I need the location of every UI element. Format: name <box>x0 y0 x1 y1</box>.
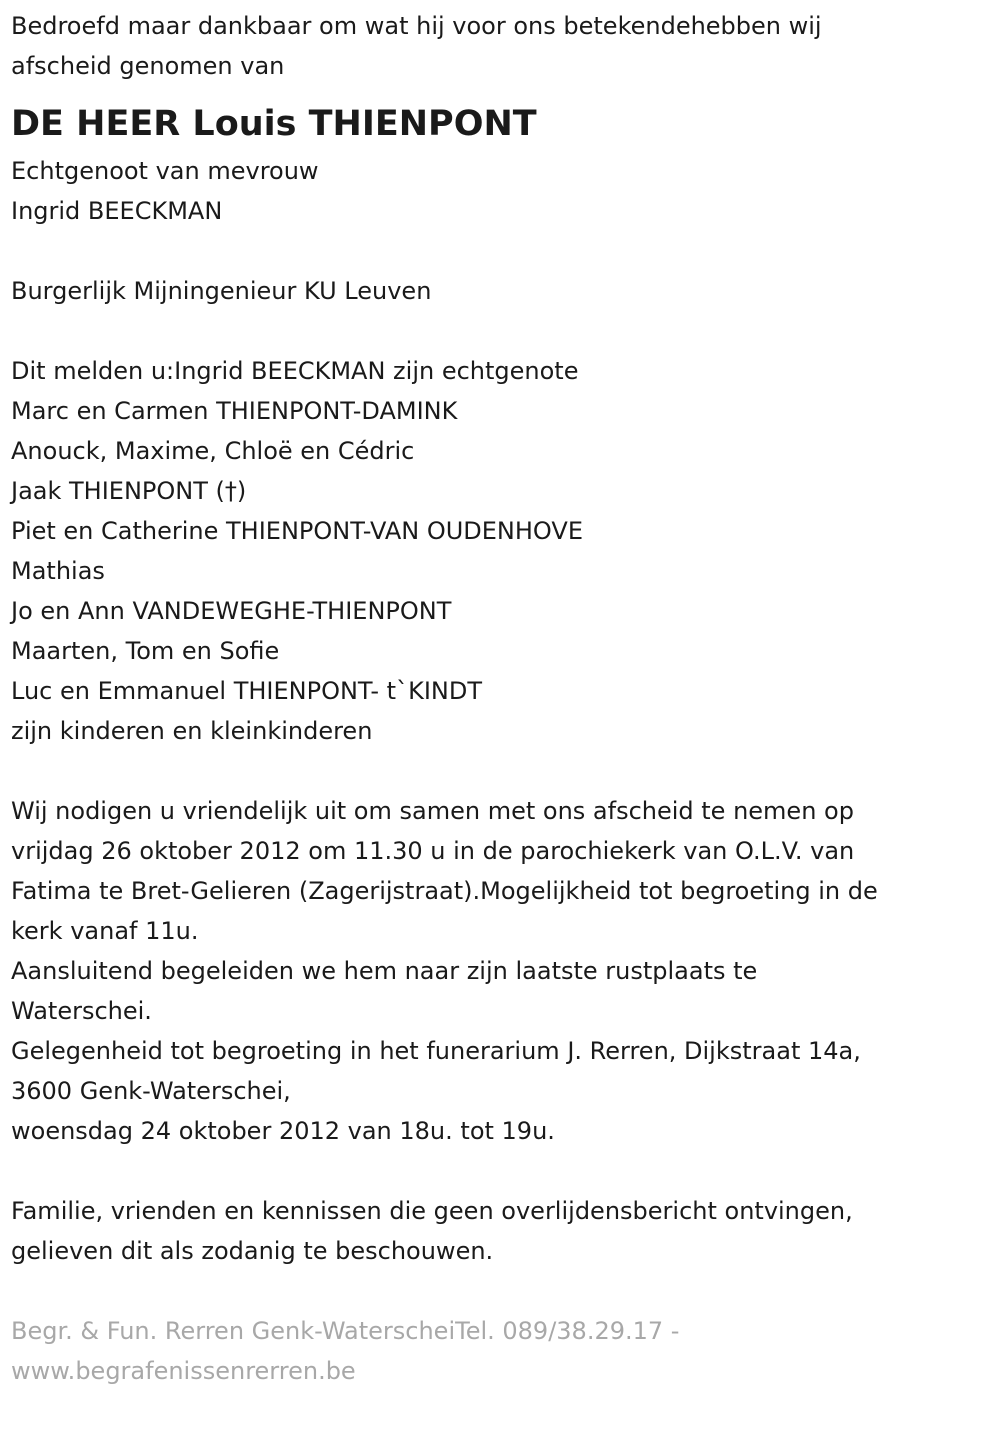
ceremony-line: kerk vanaf 11u. <box>11 917 199 945</box>
closing-line: Familie, vrienden en kennissen die geen overlijdensbericht ontvingen, <box>11 1197 853 1225</box>
spacer <box>11 311 989 351</box>
family-line: Mathias <box>11 557 105 585</box>
family-section <box>11 351 989 751</box>
spacer <box>11 1271 989 1311</box>
family-line: Jaak THIENPONT (†) <box>11 477 247 505</box>
deceased-name: DE HEER Louis THIENPONT <box>11 104 537 144</box>
closing-line: gelieven dit als zodanig te beschouwen. <box>11 1237 494 1265</box>
spouse-name: Ingrid BEECKMAN <box>11 197 223 225</box>
family-line: Jo en Ann VANDEWEGHE-THIENPONT <box>11 597 452 625</box>
family-line: Piet en Catherine THIENPONT-VAN OUDENHOVE <box>11 517 583 545</box>
intro-section <box>11 6 989 86</box>
ceremony-line: Gelegenheid tot begroeting in het funerarium J. Rerren, Dijkstraat 14a, <box>11 1037 861 1065</box>
ceremony-line: Fatima te Bret-Gelieren (Zagerijstraat).Mogelijkheid tot begroeting in de <box>11 877 878 905</box>
family-line: zijn kinderen en kleinkinderen <box>11 717 373 745</box>
footer-website: www.begrafenissenrerren.be <box>11 1357 356 1385</box>
profession: Burgerlijk Mijningenieur KU Leuven <box>11 277 432 305</box>
family-line: Dit melden u:Ingrid BEECKMAN zijn echtgenote <box>11 357 579 385</box>
ceremony-line: woensdag 24 oktober 2012 van 18u. tot 19u. <box>11 1117 555 1145</box>
ceremony-line: 3600 Genk-Waterschei, <box>11 1077 291 1105</box>
family-line: Anouck, Maxime, Chloë en Cédric <box>11 437 415 465</box>
ceremony-line: Waterschei. <box>11 997 152 1025</box>
family-line: Luc en Emmanuel THIENPONT- t`KINDT <box>11 677 482 705</box>
family-line: Maarten, Tom en Sofie <box>11 637 280 665</box>
ceremony-section <box>11 791 989 1151</box>
footer-line: Begr. & Fun. Rerren Genk-WaterscheiTel. 089/38.29.17 - <box>11 1317 680 1345</box>
spacer <box>11 1151 989 1191</box>
closing-section <box>11 1191 989 1271</box>
ceremony-line: vrijdag 26 oktober 2012 om 11.30 u in de parochiekerk van O.L.V. van <box>11 837 855 865</box>
spouse-section <box>11 151 989 231</box>
spacer <box>11 751 989 791</box>
spouse-line: Echtgenoot van mevrouw <box>11 157 319 185</box>
intro-line: afscheid genomen van <box>11 52 285 80</box>
spacer <box>11 231 989 271</box>
intro-line: Bedroefd maar dankbaar om wat hij voor ons betekendehebben wij <box>11 12 822 40</box>
ceremony-line: Aansluitend begeleiden we hem naar zijn laatste rustplaats te <box>11 957 758 985</box>
funeral-home-footer <box>11 1311 989 1391</box>
ceremony-line: Wij nodigen u vriendelijk uit om samen met ons afscheid te nemen op <box>11 797 854 825</box>
family-line: Marc en Carmen THIENPONT-DAMINK <box>11 397 458 425</box>
